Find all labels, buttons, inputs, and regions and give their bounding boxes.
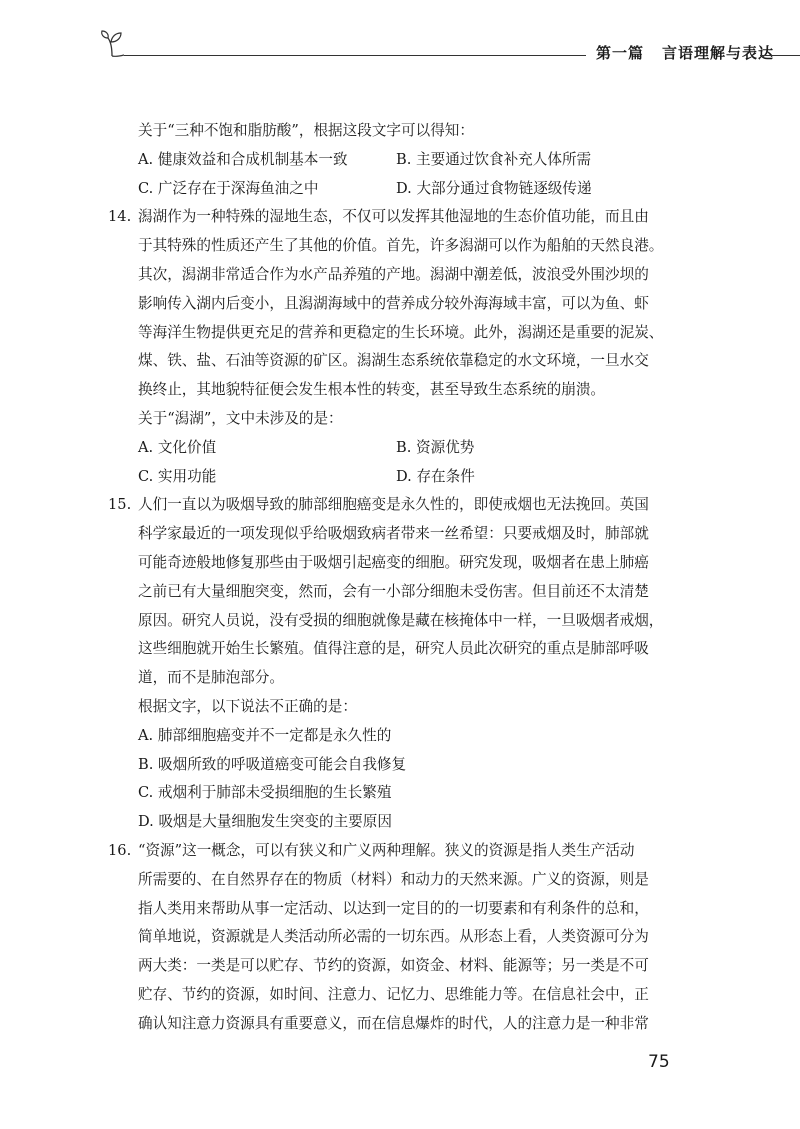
- q13-option-d: D. 大部分通过食物链逐级传递: [396, 179, 592, 197]
- q16-line: [108, 923, 688, 952]
- q15-text-line: 可能奇迹般地修复那些由于吸烟引起癌变的细胞。研究发现，吸烟者在患上肺癌: [138, 553, 649, 571]
- q15-option-line: [108, 808, 688, 837]
- q15-line: [108, 607, 688, 636]
- q15-text-line: 这些细胞就开始生长繁殖。值得注意的是，研究人员此次研究的重点是肺部呼吸: [138, 640, 649, 658]
- q15-text-line: 道，而不是肺泡部分。: [138, 669, 284, 687]
- q16-line: [108, 866, 688, 895]
- header-rule-right: [760, 55, 800, 56]
- q16-line: [108, 837, 688, 866]
- q15-option-a: A. 肺部细胞癌变并不一定都是永久性的: [138, 726, 392, 744]
- q14-options-row-2: [108, 463, 688, 492]
- header-rule-left: [124, 55, 586, 56]
- q16-text-line: 两大类：一类是可以贮存、节约的资源，如资金、材料、能源等；另一类是不可: [138, 957, 649, 975]
- q14-line: [108, 319, 688, 348]
- q15-line: [108, 491, 688, 520]
- q13-option-c: C. 广泛存在于深海鱼油之中: [138, 179, 319, 197]
- q16-text-line: 贮存、节约的资源，如时间、注意力、记忆力、思维能力等。在信息社会中，正: [138, 985, 649, 1003]
- q16-text-line: 指人类用来帮助从事一定活动、以达到一定目的的一切要素和有利条件的总和，: [138, 899, 649, 917]
- q14-text-line: 换终止，其地貌特征便会发生根本性的转变，甚至导致生态系统的崩溃。: [138, 381, 606, 399]
- q16-line: [108, 981, 688, 1010]
- q15-stem: 根据文字，以下说法不正确的是：: [138, 697, 357, 715]
- q16-line: [108, 1010, 688, 1039]
- q13-options-row-1: [108, 146, 688, 175]
- header-title: [596, 42, 775, 63]
- q13-options-row-2: [108, 175, 688, 204]
- q15-line: [108, 635, 688, 664]
- q15-number: 15.: [108, 496, 132, 514]
- q14-line: [108, 232, 688, 261]
- q14-stem: 关于“潟湖”，文中未涉及的是：: [138, 409, 343, 427]
- q15-stem-line: [108, 693, 688, 722]
- q14-option-c: C. 实用功能: [138, 467, 217, 485]
- q14-line: [108, 261, 688, 290]
- q15-text-line: 科学家最近的一项发现似乎给吸烟致病者带来一丝希望：只要戒烟及时，肺部就: [138, 525, 649, 543]
- q15-option-line: [108, 779, 688, 808]
- q14-text-line: 于其特殊的性质还产生了其他的价值。首先，许多潟湖可以作为船舶的天然良港。: [138, 237, 664, 255]
- section-label: 第一篇: [596, 44, 645, 62]
- q15-line: [108, 664, 688, 693]
- q14-line: [108, 347, 688, 376]
- q16-text-line: “资源”这一概念，可以有狭义和广义两种理解。狭义的资源是指人类生产活动: [138, 841, 635, 859]
- q15-line: [108, 549, 688, 578]
- q13-option-b: B. 主要通过饮食补充人体所需: [396, 150, 592, 168]
- q16-text-line: 确认知注意力资源具有重要意义，而在信息爆炸的时代，人的注意力是一种非常: [138, 1014, 649, 1032]
- q14-text-line: 其次，潟湖非常适合作为水产品养殖的产地。潟湖中潮差低，波浪受外围沙坝的: [138, 265, 649, 283]
- q13-stem-line: [108, 117, 688, 146]
- q15-option-b: B. 吸烟所致的呼吸道癌变可能会自我修复: [138, 755, 407, 773]
- q15-option-line: [108, 722, 688, 751]
- q13-stem: 关于“三种不饱和脂肪酸”，根据这段文字可以得知：: [138, 122, 474, 139]
- q14-option-d: D. 存在条件: [396, 467, 475, 485]
- q14-option-a: A. 文化价值: [138, 438, 217, 456]
- q14-text-line: 等海洋生物提供更充足的营养和更稳定的生长环境。此外，潟湖还是重要的泥炭、: [138, 323, 664, 341]
- page-number: 75: [648, 1052, 670, 1072]
- q15-text-line: 之前已有大量细胞突变，然而，会有一小部分细胞未受伤害。但目前还不太清楚: [138, 582, 649, 600]
- q15-text-line: 原因。研究人员说，没有受损的细胞就像是藏在核掩体中一样，一旦吸烟者戒烟，: [138, 611, 664, 629]
- q14-stem-line: [108, 405, 688, 434]
- q15-text-line: 人们一直以为吸烟导致的肺部细胞癌变是永久性的，即使戒烟也无法挽回。英国: [138, 496, 649, 514]
- q14-text-line: 影响传入湖内后变小，且潟湖海域中的营养成分较外海海域丰富，可以为鱼、虾: [138, 294, 649, 312]
- chapter-title: 言语理解与表达: [662, 44, 775, 62]
- q14-text-line: 煤、铁、盐、石油等资源的矿区。潟湖生态系统依靠稳定的水文环境，一旦水交: [138, 352, 649, 370]
- q16-number: 16.: [108, 841, 132, 859]
- q14-line: [108, 290, 688, 319]
- q14-option-b: B. 资源优势: [396, 438, 475, 456]
- q15-option-line: [108, 751, 688, 780]
- q16-line: [108, 895, 688, 924]
- q14-line: [108, 203, 688, 232]
- q15-option-c: C. 戒烟利于肺部未受损细胞的生长繁殖: [138, 784, 392, 802]
- page-header: [100, 26, 775, 66]
- q13-option-a: A. 健康效益和合成机制基本一致: [138, 150, 348, 168]
- q15-option-d: D. 吸烟是大量细胞发生突变的主要原因: [138, 813, 392, 831]
- q16-text-line: 所需要的、在自然界存在的物质（材料）和动力的天然来源。广义的资源，则是: [138, 870, 649, 888]
- q14-number: 14.: [108, 208, 132, 226]
- q14-options-row-1: [108, 434, 688, 463]
- page-content: [108, 117, 688, 1039]
- q16-text-line: 简单地说，资源就是人类活动所必需的一切东西。从形态上看，人类资源可分为: [138, 928, 649, 946]
- q15-line: [108, 578, 688, 607]
- q15-line: [108, 520, 688, 549]
- q16-line: [108, 952, 688, 981]
- q14-line: [108, 376, 688, 405]
- q14-text-line: 潟湖作为一种特殊的湿地生态，不仅可以发挥其他湿地的生态价值功能，而且由: [138, 208, 649, 226]
